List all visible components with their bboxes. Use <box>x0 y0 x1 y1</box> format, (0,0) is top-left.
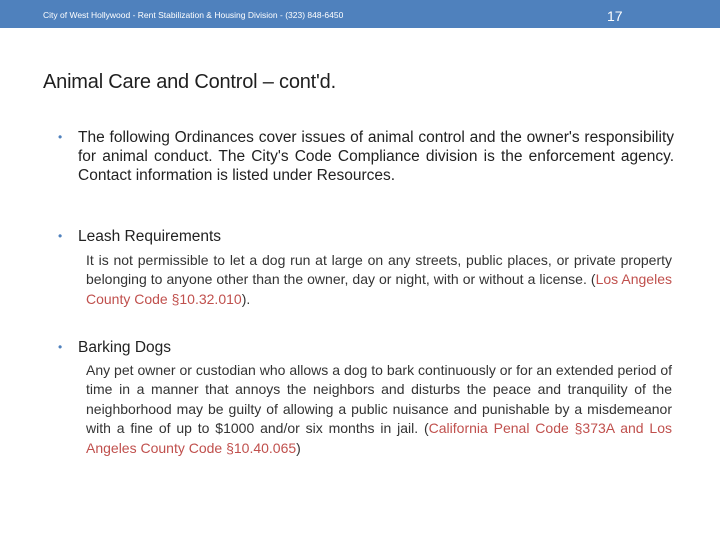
barking-heading: Barking Dogs <box>78 339 172 356</box>
bullet-icon: • <box>58 340 63 354</box>
bullet-barking-dogs <box>58 338 674 357</box>
slide-title: Animal Care and Control – cont'd. <box>43 71 336 93</box>
bullet-icon: • <box>58 229 63 243</box>
header-text: City of West Hollywood - Rent Stabilization & Housing Division - (323) 848-6450 <box>43 10 344 20</box>
bullet-leash-requirements <box>58 227 674 246</box>
leash-tail: ). <box>241 290 251 307</box>
leash-body-text: It is not permissible to let a dog run at large on any streets, public places, or private property belonging to anyone other than the owner, day or night, with or without a license. ( <box>86 252 672 288</box>
leash-body <box>86 251 672 309</box>
bullet-ordinances <box>58 128 674 185</box>
leash-citation: Los Angeles County Code §10.32.010 <box>86 271 672 307</box>
barking-tail: ) <box>296 439 301 456</box>
bullet-icon: • <box>58 130 63 144</box>
leash-heading: Leash Requirements <box>78 228 222 245</box>
barking-citation: California Penal Code §373A and Los Angeles County Code §10.40.065 <box>86 420 672 456</box>
barking-body <box>86 361 672 458</box>
barking-body-text: Any pet owner or custodian who allows a dog to bark continuously or for an extended period of time in a manner that annoys the neighbors and disturbs the peace and tranquility of the neighborhood may be guilty of allowing a public nuisance and punishable by a misdemeanor with a fine of up to $1000 and/or six months in jail. ( <box>86 362 672 437</box>
header-bar <box>0 0 720 28</box>
page-number: 17 <box>607 8 623 24</box>
bullet-ordinances-text: The following Ordinances cover issues of animal control and the owner's responsibility for animal conduct. The City's Code Compliance division is the enforcement agency. Contact information is listed under Resources. <box>78 129 674 184</box>
